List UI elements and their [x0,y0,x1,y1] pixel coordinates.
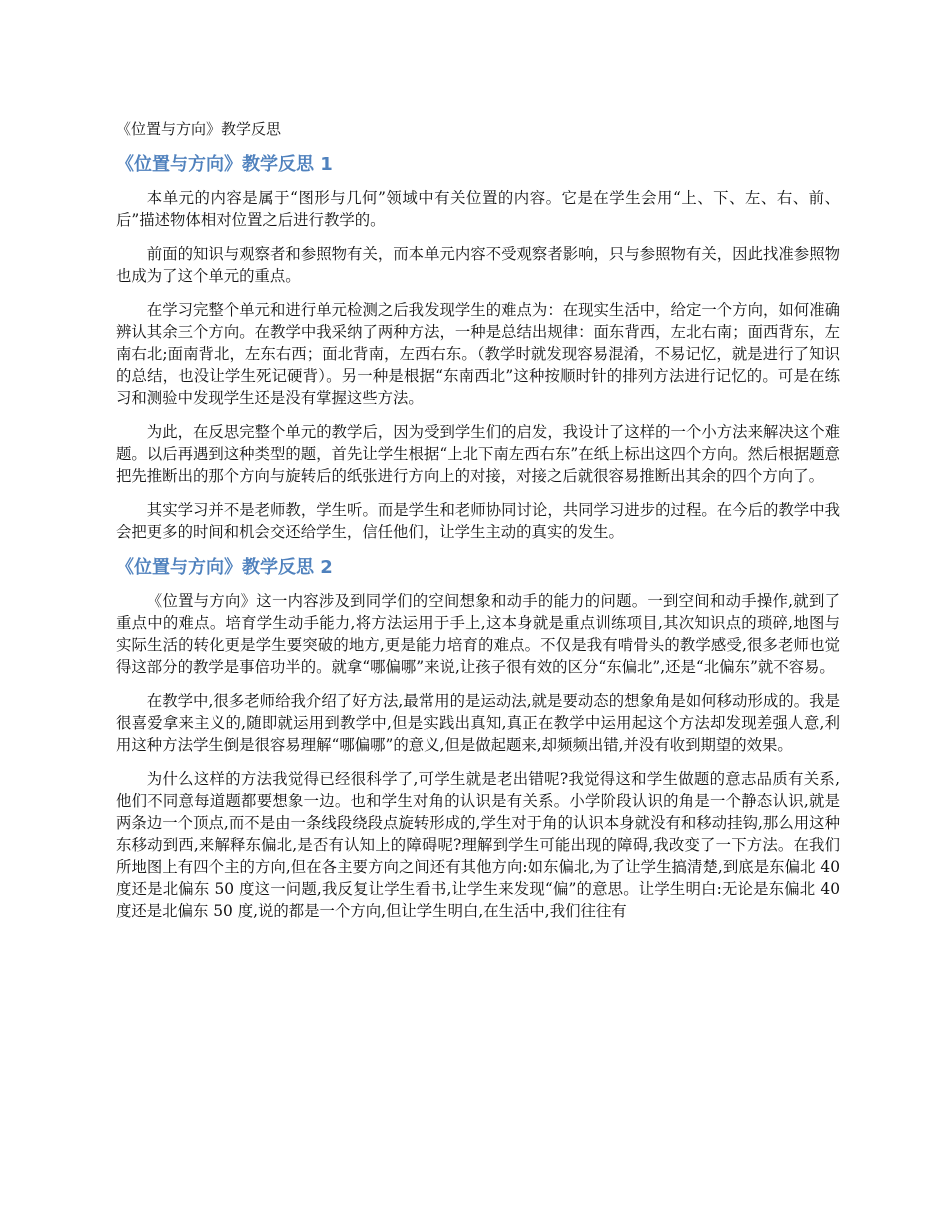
paragraph: 《位置与方向》这一内容涉及到同学们的空间想象和动手的能力的问题。一到空间和动手操作,就到了重点中的难点。培育学生动手能力,将方法运用于手上,这本身就是重点训练项目,其次知识点的琐碎,地图与实际生活的转化更是学生要突破的地方,更是能力培育的难点。不仅是我有啃骨头的教学感受,很多老师也觉得这部分的教学是事倍功半的。就拿“哪偏哪”来说,让孩子很有效的区分“东偏北”,还是“北偏东”就不容易。 [116,592,840,676]
document-title: 《位置与方向》教学反思 [116,120,282,138]
paragraph: 前面的知识与观察者和参照物有关，而本单元内容不受观察者影响，只与参照物有关，因此找准参照物也成为了这个单元的重点。 [116,245,840,285]
paragraph: 其实学习并不是老师教，学生听。而是学生和老师协同讨论，共同学习进步的过程。在今后的教学中我会把更多的时间和机会交还给学生，信任他们，让学生主动的真实的发生。 [116,501,840,541]
paragraph: 在学习完整个单元和进行单元检测之后我发现学生的难点为：在现实生活中，给定一个方向，如何准确辨认其余三个方向。在教学中我采纳了两种方法，一种是总结出规律：面东背西，左北右南；面西背东，左南右北;面南背北，左东右西；面北背南，左西右东。（教学时就发现容易混淆，不易记忆，就是进行了知识的总结，也没让学生死记硬背）。另一种是根据“东南西北”这种按顺时针的排列方法进行记忆的。可是在练习和测验中发现学生还是没有掌握这些方法。 [116,301,840,407]
section-heading: 《位置与方向》教学反思 1 [116,154,333,175]
paragraph: 为什么这样的方法我觉得已经很科学了,可学生就是老出错呢?我觉得这和学生做题的意志品质有关系,他们不同意每道题都要想象一边。也和学生对角的认识是有关系。小学阶段认识的角是一个静态认识,就是两条边一个顶点,而不是由一条线段绕段点旋转形成的,学生对于角的认识本身就没有和移动挂钩,那么用这种东移动到西,来解释东偏北,是否有认知上的障碍呢?理解到学生可能出现的障碍,我改变了一下方法。在我们所地图上有四个主的方向,但在各主要方向之间还有其他方向:如东偏北,为了让学生搞清楚,到底是东偏北 40 度还是北偏东 50 度这一问题,我反复让学生看书,让学生来发现“偏”的意思。让学生明白:无论是东偏北 40 度还是北偏东 50 度,说的都是一个方向,但让学生明白,在生活中,我们往往有 [116,770,840,920]
document-page [116,118,840,934]
section-reflection-1 [116,152,840,543]
section-reflection-2 [116,555,840,922]
paragraph: 为此，在反思完整个单元的教学后，因为受到学生们的启发，我设计了这样的一个小方法来解决这个难题。以后再遇到这种类型的题，首先让学生根据“上北下南左西右东”在纸上标出这四个方向。然后根据题意把先推断出的那个方向与旋转后的纸张进行方向上的对接，对接之后就很容易推断出其余的四个方向了。 [116,423,840,485]
paragraph: 在教学中,很多老师给我介绍了好方法,最常用的是运动法,就是要动态的想象角是如何移动形成的。我是很喜爱拿来主义的,随即就运用到教学中,但是实践出真知,真正在教学中运用起这个方法却发现差强人意,利用这种方法学生倒是很容易理解“哪偏哪”的意义,但是做起题来,却频频出错,并没有收到期望的效果。 [116,692,840,754]
section-heading: 《位置与方向》教学反思 2 [116,557,333,578]
paragraph: 本单元的内容是属于“图形与几何”领域中有关位置的内容。它是在学生会用“上、下、左、右、前、后”描述物体相对位置之后进行教学的。 [116,189,840,229]
